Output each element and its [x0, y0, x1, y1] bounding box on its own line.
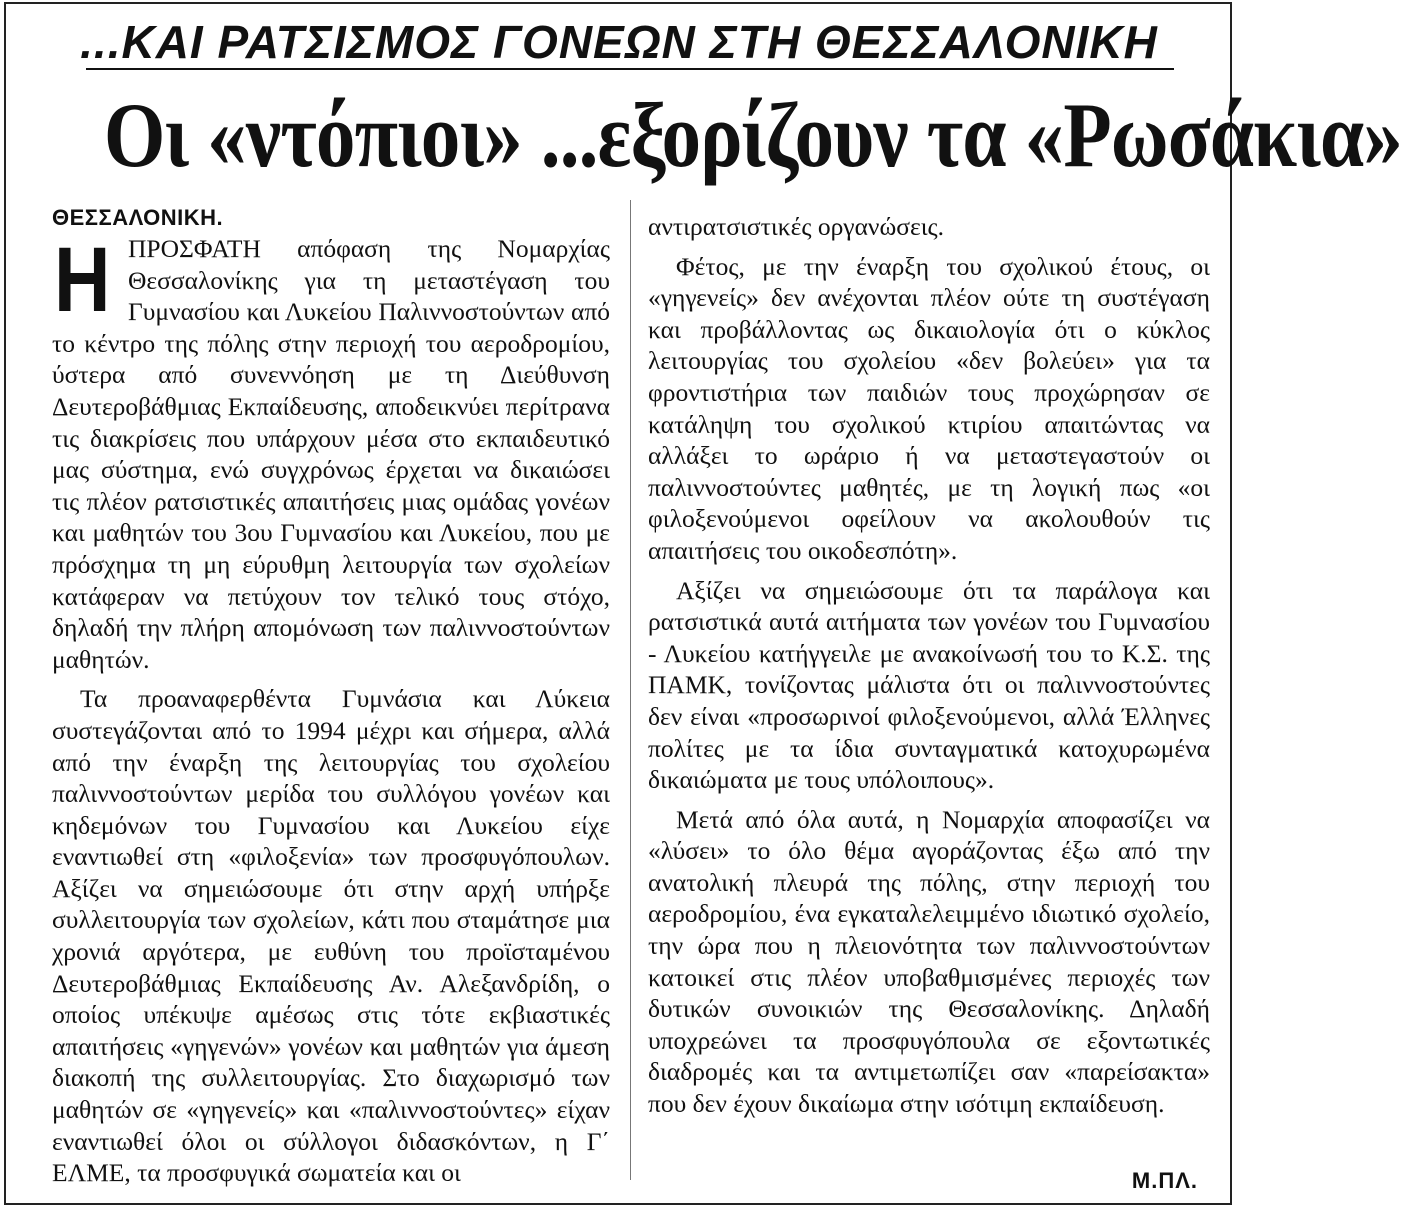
- kicker-headline: ...ΚΑΙ ΡΑΤΣΙΣΜΟΣ ΓΟΝΕΩΝ ΣΤΗ ΘΕΣΣΑΛΟΝΙΚΗ: [80, 16, 1158, 68]
- article-column-left: [52, 203, 610, 1189]
- main-headline: Οι «ντόπιοι» ...εξορίζουν τα «Ρωσάκια»: [103, 84, 1402, 186]
- article-paragraph-5: Μετά από όλα αυτά, η Νομαρχία αποφασίζει να «λύσει» το όλο θέμα αγοράζοντας έξω από την ανατολική πλευρά της πόλης, στην περιοχή του αεροδρομίου, ένα εγκαταλελειμμένο ιδιωτικό σχολείο, την ώρα που η πλειονότητα των παλιννοστούντων κατοικεί στις πλέον υποβαθμισμένες περιοχές των δυτικών συνοικιών της Θεσσαλονίκης. Δηλαδή υποχρεώνει τα προσφυγόπουλα σε εξοντωτικές διαδρομές και τα αντιμετωπίζει σαν «παρείσακτα» που δεν έχουν δικαίωμα στην ισότιμη εκπαίδευση.: [648, 804, 1210, 1119]
- byline: Μ.ΠΛ.: [1131, 1168, 1198, 1193]
- column-divider: [630, 200, 631, 1180]
- article-column-right: [648, 211, 1210, 1120]
- article-paragraph-4: Αξίζει να σημειώσουμε ότι τα παράλογα και ρατσιστικά αυτά αιτήματα των γονέων του Γυμνασίου - Λυκείου κατήγγειλε με ανακοίνωσή του το Κ.Σ. της ΠΑΜΚ, τονίζοντας μάλιστα ότι οι παλιννοστούντες δεν είναι «προσωρινοί φιλοξενούμενοι, αλλά Έλληνες πολίτες με τα ίδια συνταγματικά κατοχυρωμένα δικαιώματα με τους υπόλοιπους».: [648, 575, 1210, 795]
- article-paragraph-3: Φέτος, με την έναρξη του σχολικού έτους, οι «γηγενείς» δεν ανέχονται πλέον ούτε τη συστέγαση και προβάλλοντας ως δικαιολογία ότι ο κύκλος λειτουργίας του σχολείου «δεν βολεύει» για τα φροντιστήρια των παιδιών τους προχώρησαν σε κατάληψη του σχολικού κτιρίου απαιτώντας να αλλάξει το ωράριο ή να μεταστεγαστούν οι παλιννοστούντες μαθητές, με τη λογική πως «οι φιλοξενούμενοι οφείλουν να ακολουθούν τις απαιτήσεις του οικοδεσπότη».: [648, 251, 1210, 565]
- drop-cap: Η: [54, 229, 111, 331]
- article-paragraph-1: [52, 229, 610, 675]
- kicker-underline: [86, 68, 1174, 70]
- dateline: ΘΕΣΣΑΛΟΝΙΚΗ.: [52, 205, 224, 230]
- article-paragraph-2-continued: αντιρατσιστικές οργανώσεις.: [648, 212, 945, 241]
- article-paragraph-2: Τα προαναφερθέντα Γυμνάσια και Λύκεια συστεγάζονται από το 1994 μέχρι και σήμερα, αλλά από την έναρξη της λειτουργίας του σχολείου παλιννοστούντων μερίδα του συλλόγου γονέων και κηδεμόνων του Γυμνασίου και Λυκείου είχε εναντιωθεί στη «φιλοξενία» των προσφυγόπουλων. Αξίζει να σημειώσουμε ότι στην αρχή υπήρξε συλλειτουργία των σχολείων, κάτι που σταμάτησε μια χρονιά αργότερα, με ευθύνη του προϊσταμένου Δευτεροβάθμιας Εκπαίδευσης Αν. Αλεξανδρίδη, ο οποίος υπέκυψε αμέσως στις τότε εκβιαστικές απαιτήσεις «γηγενών» γονέων και μαθητών για άμεση διακοπή της συλλειτουργίας. Στο διαχωρισμό των μαθητών σε «γηγενείς» και «παλιννοστούντες» είχαν εναντιωθεί όλοι οι σύλλογοι διδασκόντων, η Γ΄ ΕΛΜΕ, τα προσφυγικά σωματεία και οι: [52, 684, 610, 1188]
- article-paragraph-1-text: ΠΡΟΣΦΑΤΗ απόφαση της Νομαρχίας Θεσσαλονίκης για τη μεταστέγαση του Γυμνασίου και Λυκείου Παλιννοστούντων από το κέντρο της πόλης στην περιοχή του αεροδρομίου, ύστερα από συνεννόηση με τη Διεύθυνση Δευτεροβάθμιας Εκπαίδευσης, αποδεικνύει περίτρανα τις διακρίσεις που υπάρχουν μέσα στο εκπαιδευτικό μας σύστημα, ενώ συγχρόνως έρχεται να δικαιώσει τις πλέον ρατσιστικές απαιτήσεις μιας ομάδας γονέων και μαθητών του 3ου Γυμνασίου και Λυκείου, που με πρόσχημα τη μη εύρυθμη λειτουργία των σχολείων κατάφεραν να πετύχουν τον τελικό τους στόχο, δηλαδή την πλήρη απομόνωση των παλιννοστούντων μαθητών.: [52, 234, 610, 674]
